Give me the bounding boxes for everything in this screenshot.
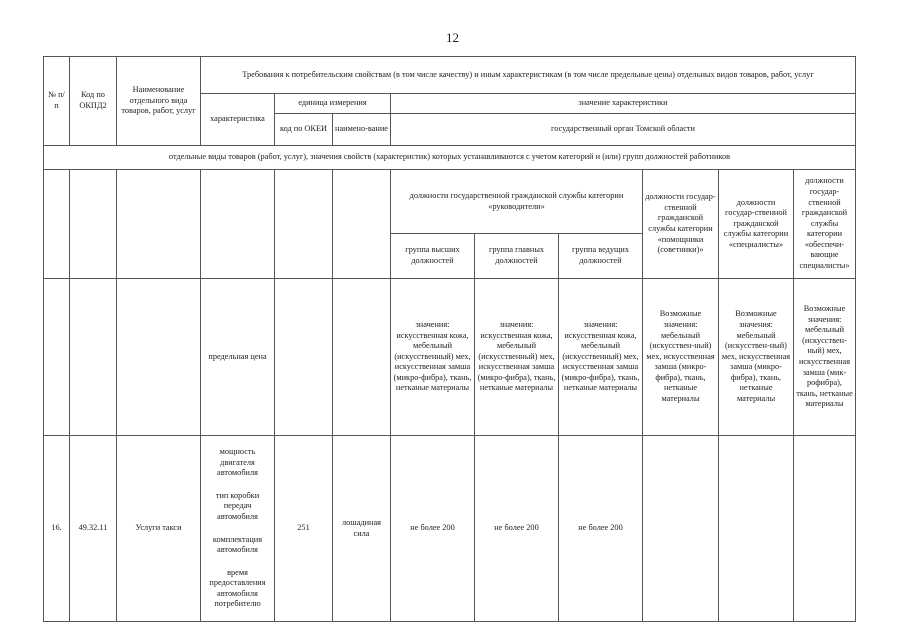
materials-assistants: Возможные значения: мебельный (искусствен-ный) мех, искусственная замша (микро-фибра), ткань, нетканые материалы	[643, 279, 719, 436]
category-leaders: должности государственной гражданской службы категории «руководители»	[391, 170, 643, 234]
empty-cell	[44, 170, 70, 279]
header-characteristic: характеристика	[201, 94, 275, 146]
group-highest: группа высших должностей	[391, 234, 475, 279]
features-cell	[201, 436, 275, 622]
empty-cell	[117, 170, 201, 279]
header-okpd2: Код по ОКПД2	[70, 57, 117, 146]
empty-cell	[44, 279, 70, 436]
empty-cell	[70, 279, 117, 436]
feature-gearbox: тип коробки передач автомобиля	[215, 490, 260, 521]
feature-equipment: комплектация автомобиля	[212, 534, 263, 555]
value-leading: не более 200	[559, 436, 643, 622]
price-limit-label: предельная цена	[201, 279, 275, 436]
table-row	[44, 436, 856, 622]
empty-cell	[117, 279, 201, 436]
header-requirements: Требования к потребительским свойствам (в том числе качеству) и иным характеристикам (в том числе предельные цены) отдельных видов товаров, работ, услуг	[201, 57, 856, 94]
section-title: отдельные виды товаров (работ, услуг), значения свойств (характеристик) которых устанавливаются с учетом категорий и (или) групп должностей работников	[44, 146, 856, 170]
page-number: 12	[446, 30, 459, 45]
category-assistants: должности государ-ственной гражданской службы категории «помощники (советники)»	[643, 170, 719, 279]
empty-cell	[275, 279, 333, 436]
value-specialists	[719, 436, 794, 622]
category-support: должности государ-ственной гражданской службы категории «обеспечи-вающие специалисты»	[794, 170, 856, 279]
materials-main: значения: искусственная кожа, мебельный (искусственный) мех, искусственная замша (микро-фибра), ткань, нетканые материалы	[475, 279, 559, 436]
empty-cell	[70, 170, 117, 279]
unit-name: лошадиная сила	[333, 436, 391, 622]
header-unit-name: наимено-вание	[333, 114, 391, 146]
value-highest: не более 200	[391, 436, 475, 622]
materials-specialists: Возможные значения: мебельный (искусствен-ный) мех, искусственная замша (микро-фибра), ткань, нетканые материалы	[719, 279, 794, 436]
materials-support: Возможные значения: мебельный (искусствен-ный) мех, искусственная замша (мик-рофибра), ткань, нетканые материалы	[794, 279, 856, 436]
empty-cell	[201, 170, 275, 279]
header-org: государственный орган Томской области	[391, 114, 856, 146]
header-unit: единица измерения	[275, 94, 391, 114]
okpd2-code: 49.32.11	[70, 436, 117, 622]
empty-cell	[275, 170, 333, 279]
empty-cell	[333, 279, 391, 436]
group-leading: группа ведущих должностей	[559, 234, 643, 279]
materials-leading: значения: искусственная кожа, мебельный (искусственный) мех, искусственная замша (микро-фибра), ткань, нетканые материалы	[559, 279, 643, 436]
okei-code: 251	[275, 436, 333, 622]
header-no: № п/п	[44, 57, 70, 146]
empty-cell	[333, 170, 391, 279]
feature-engine-power: мощность двигателя автомобиля	[217, 446, 258, 478]
category-specialists: должности государ-ственной гражданской службы категории «специалисты»	[719, 170, 794, 279]
header-value: значение характеристики	[391, 94, 856, 114]
row-number: 16.	[44, 436, 70, 622]
feature-time: время предоставления автомобиля потребителю	[209, 567, 266, 609]
header-okei-code: код по ОКЕИ	[275, 114, 333, 146]
group-main: группа главных должностей	[475, 234, 559, 279]
materials-highest: значения: искусственная кожа, мебельный (искусственный) мех, искусственная замша (микро-фибра), ткань, нетканые материалы	[391, 279, 475, 436]
requirements-table	[43, 56, 856, 622]
header-name: Наименование отдельного вида товаров, работ, услуг	[117, 57, 201, 146]
service-name: Услуги такси	[117, 436, 201, 622]
value-main: не более 200	[475, 436, 559, 622]
value-assistants	[643, 436, 719, 622]
value-support	[794, 436, 856, 622]
